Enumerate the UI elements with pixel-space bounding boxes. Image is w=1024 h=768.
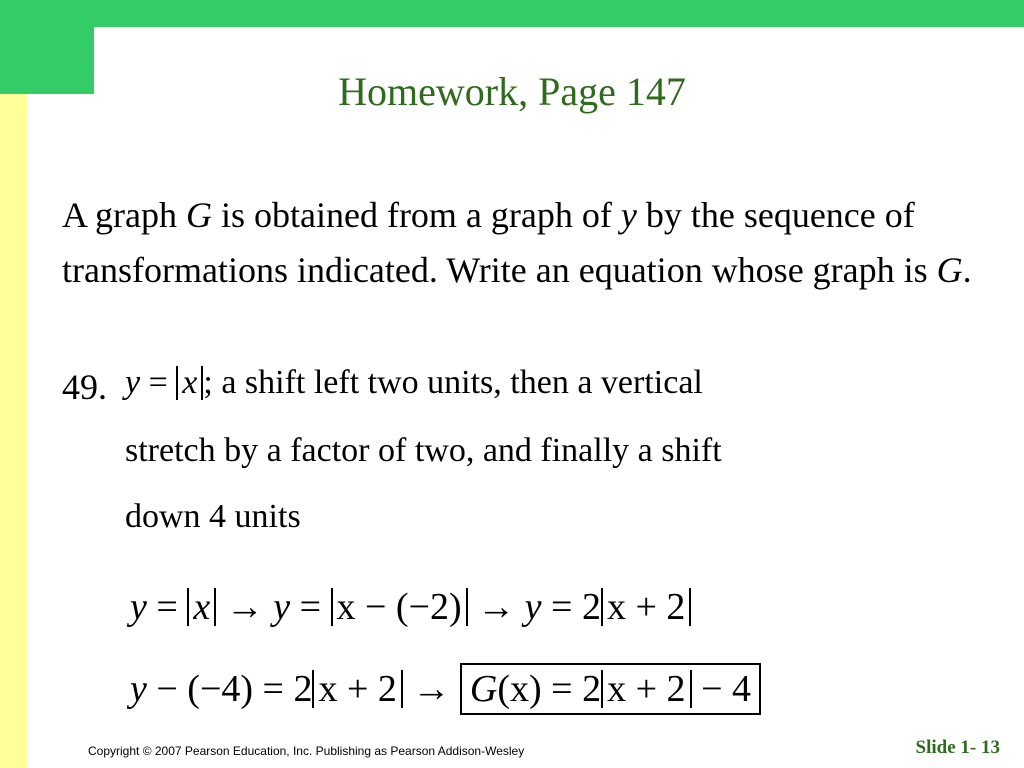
intro-var-g: G	[185, 195, 212, 235]
left-decorative-band	[0, 0, 27, 768]
slide-title: Homework, Page 147	[338, 69, 686, 114]
intro-text-1: A graph	[62, 195, 186, 235]
sol1-abs-b	[331, 588, 468, 626]
sol2-y: y	[130, 668, 147, 710]
sol1-x-a: x	[193, 586, 211, 628]
abs-x-expression	[176, 366, 203, 400]
final-answer-inner: x + 2	[607, 668, 686, 710]
problem-number: 49.	[62, 367, 107, 407]
sol2-inner-left: x + 2	[318, 668, 397, 710]
intro-text-4: .	[962, 250, 972, 290]
sol2-abs-left	[312, 670, 402, 708]
problem-line-1-text: ; a shift left two units, then a vertical	[203, 364, 703, 401]
solution-line-1	[130, 585, 691, 629]
solution-line-2	[130, 663, 761, 715]
problem-eq-equals: =	[140, 364, 177, 401]
sol1-y-c: y	[524, 586, 542, 628]
final-answer-g: G	[469, 668, 498, 710]
sol1-y-b: y	[273, 586, 291, 628]
intro-text-3: by the sequence of transformations indicated. Write an equation whose graph is	[62, 195, 937, 290]
intro-var-g-2: G	[936, 250, 963, 290]
final-answer-mid: (x) = 2	[497, 668, 602, 710]
sol1-eq-a: =	[146, 586, 188, 628]
sol1-eq-b: =	[290, 586, 331, 628]
sol1-abs-a	[187, 588, 216, 626]
top-decorative-band	[0, 0, 1024, 27]
sol2-left-rest: − (−4) = 2	[146, 668, 313, 710]
sol1-inner-b: x − (−2)	[336, 586, 462, 628]
problem-intro-text	[62, 188, 982, 298]
sol1-inner-c: x + 2	[606, 586, 686, 628]
intro-var-y: y	[620, 195, 637, 235]
sol1-arrow-1: →	[216, 586, 274, 628]
sol1-arrow-2: →	[467, 586, 525, 628]
problem-line-1	[125, 364, 703, 402]
footer-copyright: Copyright © 2007 Pearson Education, Inc. Publishing as Pearson Addison-Wesley	[88, 744, 525, 758]
final-answer-box	[460, 663, 761, 715]
problem-line-2: stretch by a factor of two, and finally a shift	[125, 432, 722, 469]
sol1-abs-c	[601, 588, 691, 626]
final-answer-abs	[601, 670, 691, 708]
footer-slide-number: Slide 1- 13	[915, 737, 1000, 758]
final-answer-end: − 4	[691, 668, 751, 710]
sol2-arrow: →	[402, 668, 460, 710]
sol1-y-a: y	[130, 586, 147, 628]
sol1-eq-c: = 2	[541, 586, 601, 628]
problem-line-3: down 4 units	[125, 498, 301, 535]
problem-eq-y: y	[125, 364, 141, 401]
intro-text-2: is obtained from a graph of	[211, 195, 621, 235]
problem-eq-x: x	[182, 364, 198, 401]
